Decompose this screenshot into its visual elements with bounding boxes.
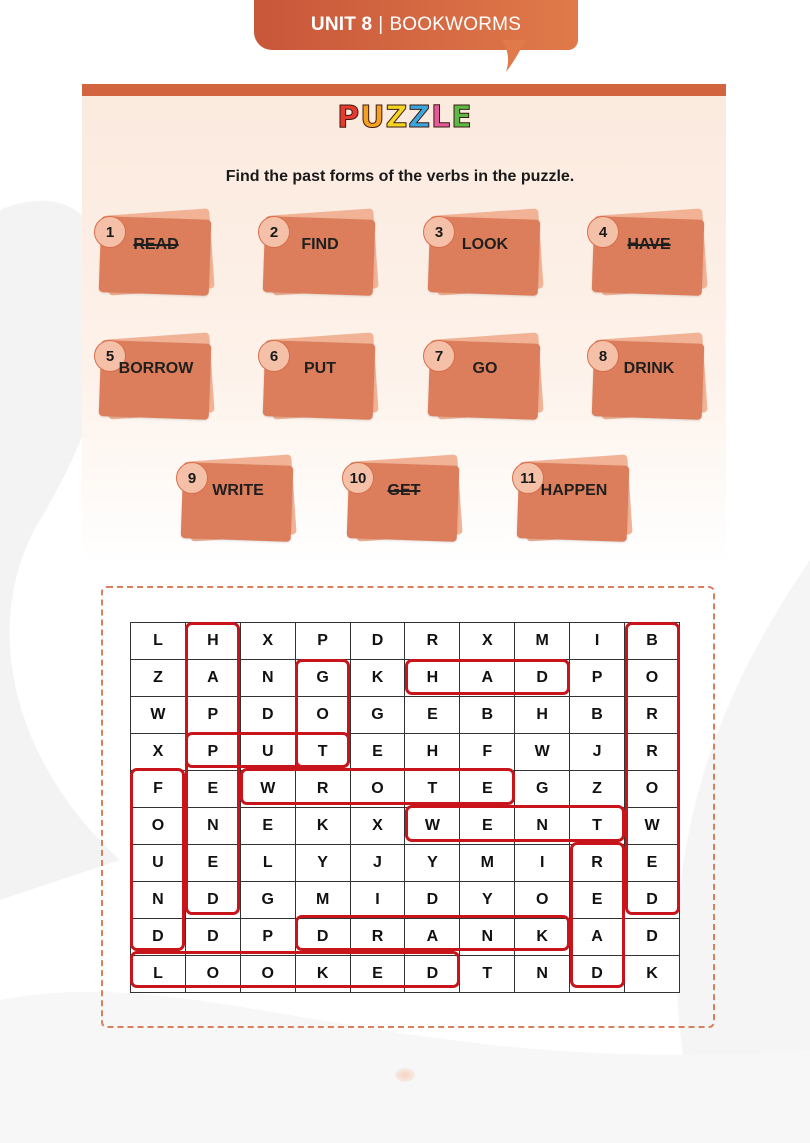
verb-card <box>100 212 212 294</box>
grid-cell[interactable]: O <box>350 771 405 808</box>
grid-cell[interactable]: R <box>350 919 405 956</box>
verb-word: FIND <box>301 236 339 253</box>
grid-cell[interactable]: W <box>624 808 679 845</box>
verb-card <box>348 458 460 540</box>
grid-cell[interactable]: K <box>295 808 350 845</box>
verb-word: WRITE <box>212 482 264 499</box>
grid-cell[interactable]: A <box>570 919 625 956</box>
grid-cell[interactable]: I <box>570 623 625 660</box>
grid-cell[interactable]: R <box>624 697 679 734</box>
puzzle-title-letter: U <box>360 100 386 135</box>
grid-cell[interactable]: R <box>295 771 350 808</box>
grid-cell[interactable]: G <box>515 771 570 808</box>
verb-word: PUT <box>304 360 336 377</box>
grid-cell[interactable]: N <box>460 919 515 956</box>
decorative-smudge <box>395 1068 415 1082</box>
grid-cell[interactable]: I <box>515 845 570 882</box>
grid-cell[interactable]: U <box>240 734 295 771</box>
grid-cell[interactable]: O <box>240 956 295 993</box>
verb-card <box>264 336 376 418</box>
grid-cell[interactable]: E <box>350 956 405 993</box>
puzzle-title-letter: L <box>431 100 452 135</box>
grid-cell[interactable]: P <box>570 660 625 697</box>
grid-cell[interactable]: W <box>131 697 186 734</box>
puzzle-title-letter: P <box>337 100 361 135</box>
grid-cell[interactable]: X <box>460 623 515 660</box>
puzzle-title-letter: Z <box>385 100 409 135</box>
verb-card <box>100 336 212 418</box>
grid-cell[interactable]: D <box>405 882 460 919</box>
grid-cell[interactable]: P <box>185 734 240 771</box>
grid-cell[interactable]: B <box>624 623 679 660</box>
grid-cell[interactable]: A <box>460 660 515 697</box>
grid-cell[interactable]: B <box>460 697 515 734</box>
grid-cell[interactable]: W <box>515 734 570 771</box>
grid-cell[interactable]: M <box>460 845 515 882</box>
grid-cell[interactable]: K <box>624 956 679 993</box>
grid-cell[interactable]: O <box>624 660 679 697</box>
grid-cell[interactable]: B <box>570 697 625 734</box>
grid-cell[interactable]: E <box>185 771 240 808</box>
grid-cell[interactable]: R <box>624 734 679 771</box>
verb-word: GET <box>387 482 421 499</box>
found-word-outline <box>130 768 185 951</box>
verb-word: GO <box>472 360 498 377</box>
grid-cell[interactable]: N <box>131 882 186 919</box>
grid-cell[interactable]: M <box>515 623 570 660</box>
grid-cell[interactable]: D <box>624 882 679 919</box>
grid-cell[interactable]: D <box>185 919 240 956</box>
grid-cell[interactable]: X <box>240 623 295 660</box>
verb-number: 3 <box>423 216 455 248</box>
grid-cell[interactable]: D <box>350 623 405 660</box>
found-word-outline <box>405 805 625 842</box>
grid-cell[interactable]: N <box>515 956 570 993</box>
found-word-outline <box>185 732 350 769</box>
grid-cell[interactable]: A <box>185 660 240 697</box>
unit-topic: BOOKWORMS <box>389 14 522 35</box>
instruction-text: Find the past forms of the verbs in the puzzle. <box>225 168 575 185</box>
grid-cell[interactable]: P <box>185 697 240 734</box>
grid-cell[interactable]: O <box>131 808 186 845</box>
grid-cell[interactable]: T <box>460 956 515 993</box>
grid-cell[interactable]: T <box>295 734 350 771</box>
verb-number: 7 <box>423 340 455 372</box>
found-word-outline <box>240 768 515 805</box>
grid-cell[interactable]: H <box>515 697 570 734</box>
unit-header-tab <box>254 0 578 50</box>
grid-cell[interactable]: F <box>131 771 186 808</box>
grid-cell[interactable]: E <box>185 845 240 882</box>
tab-tail-decoration <box>502 40 526 72</box>
grid-cell[interactable]: D <box>131 919 186 956</box>
grid-cell[interactable]: O <box>295 697 350 734</box>
puzzle-title-letter: E <box>451 100 473 135</box>
grid-cell[interactable]: E <box>350 734 405 771</box>
grid-cell[interactable]: Y <box>295 845 350 882</box>
verb-card <box>593 336 705 418</box>
grid-cell[interactable]: E <box>240 808 295 845</box>
verb-word: DRINK <box>623 360 675 377</box>
grid-cell[interactable]: F <box>460 734 515 771</box>
verb-number: 11 <box>512 462 544 494</box>
grid-cell[interactable]: E <box>460 771 515 808</box>
grid-cell[interactable]: N <box>185 808 240 845</box>
grid-cell[interactable]: Y <box>405 845 460 882</box>
puzzle-title-letter: Z <box>408 100 432 135</box>
grid-cell[interactable]: J <box>570 734 625 771</box>
grid-cell[interactable]: I <box>350 882 405 919</box>
grid-cell[interactable]: P <box>240 919 295 956</box>
verb-card <box>182 458 294 540</box>
header-separator: | <box>378 14 384 35</box>
grid-cell[interactable]: T <box>570 808 625 845</box>
puzzle-title <box>0 100 810 135</box>
verb-card <box>264 212 376 294</box>
grid-cell[interactable]: W <box>240 771 295 808</box>
grid-cell[interactable]: D <box>185 882 240 919</box>
grid-cell[interactable]: E <box>405 697 460 734</box>
verb-number: 2 <box>258 216 290 248</box>
grid-cell[interactable]: E <box>460 808 515 845</box>
verb-card <box>593 212 705 294</box>
verb-number: 10 <box>342 462 374 494</box>
grid-cell[interactable]: D <box>515 660 570 697</box>
grid-cell[interactable]: X <box>131 734 186 771</box>
verb-card <box>429 212 541 294</box>
grid-cell[interactable]: P <box>295 623 350 660</box>
grid-cell[interactable]: H <box>185 623 240 660</box>
found-word-outline <box>295 915 570 952</box>
grid-cell[interactable]: G <box>295 660 350 697</box>
verb-number: 5 <box>94 340 126 372</box>
grid-cell[interactable]: K <box>295 956 350 993</box>
grid-cell[interactable]: U <box>131 845 186 882</box>
grid-cell[interactable]: Y <box>460 882 515 919</box>
grid-cell[interactable]: O <box>185 956 240 993</box>
grid-cell[interactable]: W <box>405 808 460 845</box>
grid-cell[interactable]: Z <box>570 771 625 808</box>
found-word-outline <box>130 951 460 988</box>
verb-word: BORROW <box>118 360 194 377</box>
grid-cell[interactable]: L <box>131 956 186 993</box>
grid-cell[interactable]: T <box>405 771 460 808</box>
grid-cell[interactable]: L <box>131 623 186 660</box>
grid-cell[interactable]: D <box>240 697 295 734</box>
found-word-outline <box>625 622 680 915</box>
panel-top-bar <box>82 84 726 96</box>
grid-cell[interactable]: O <box>624 771 679 808</box>
verb-word: READ <box>133 236 179 253</box>
grid-cell[interactable]: E <box>624 845 679 882</box>
found-word-outline <box>405 659 570 696</box>
grid-cell[interactable]: D <box>624 919 679 956</box>
grid-cell[interactable]: N <box>515 808 570 845</box>
verb-number: 9 <box>176 462 208 494</box>
found-word-outline <box>185 622 240 915</box>
grid-cell[interactable]: R <box>570 845 625 882</box>
grid-cell[interactable]: D <box>405 956 460 993</box>
grid-cell[interactable]: O <box>515 882 570 919</box>
grid-cell[interactable]: H <box>405 734 460 771</box>
grid-cell[interactable]: K <box>515 919 570 956</box>
verb-card <box>518 458 630 540</box>
verb-card <box>429 336 541 418</box>
grid-cell[interactable]: D <box>570 956 625 993</box>
grid-cell[interactable]: D <box>295 919 350 956</box>
verb-number: 1 <box>94 216 126 248</box>
grid-cell[interactable]: M <box>295 882 350 919</box>
grid-cell[interactable]: H <box>405 660 460 697</box>
grid-cell[interactable]: G <box>240 882 295 919</box>
grid-cell[interactable]: K <box>350 660 405 697</box>
grid-cell[interactable]: E <box>570 882 625 919</box>
grid-cell[interactable]: N <box>240 660 295 697</box>
verb-word: LOOK <box>461 236 509 253</box>
verb-word: HAPPEN <box>540 482 608 499</box>
unit-label: UNIT 8 <box>310 14 373 35</box>
grid-cell[interactable]: G <box>350 697 405 734</box>
grid-cell[interactable]: Z <box>131 660 186 697</box>
verb-word: HAVE <box>627 236 671 253</box>
grid-cell[interactable]: J <box>350 845 405 882</box>
found-word-outline <box>570 842 625 988</box>
grid-cell[interactable]: X <box>350 808 405 845</box>
grid-cell[interactable]: R <box>405 623 460 660</box>
grid-cell[interactable]: A <box>405 919 460 956</box>
verb-number: 6 <box>258 340 290 372</box>
grid-cell[interactable]: L <box>240 845 295 882</box>
verb-number: 4 <box>587 216 619 248</box>
verb-number: 8 <box>587 340 619 372</box>
